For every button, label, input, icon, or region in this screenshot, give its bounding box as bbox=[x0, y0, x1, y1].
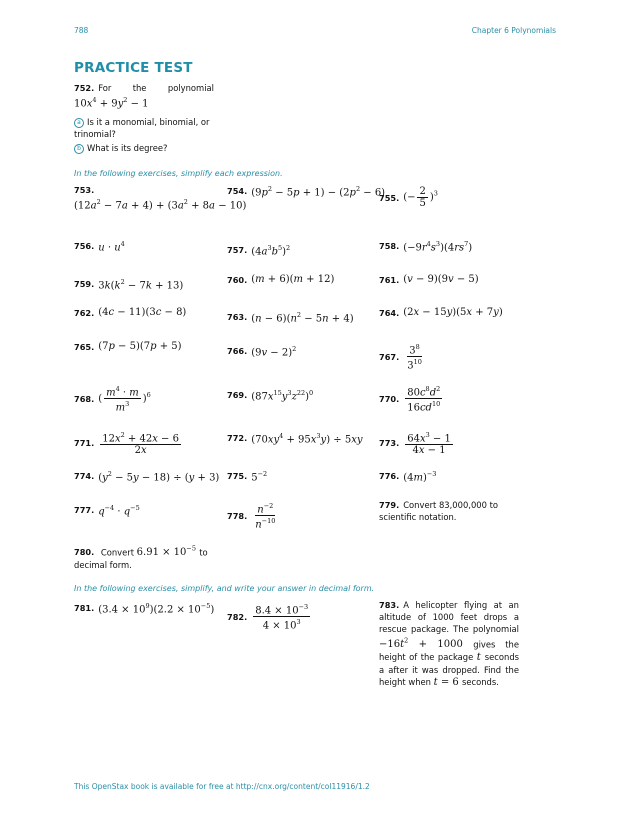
label-778: 778. bbox=[227, 510, 248, 521]
text-780-b: to decimal form. bbox=[74, 547, 208, 571]
label-771: 771. bbox=[74, 438, 95, 449]
exercise-769: 769. $(87x^{15}y^3z^{22})^0$ bbox=[227, 389, 314, 403]
exercise-752 bbox=[74, 82, 214, 154]
label-779: 779. bbox=[379, 500, 400, 510]
label-781: 781. bbox=[74, 603, 95, 614]
label-770: 770. bbox=[379, 393, 400, 404]
exercise-761: 761. (v − 9)(9v − 5) bbox=[379, 274, 479, 285]
text-783-b: gives the height of the package bbox=[379, 639, 519, 663]
label-762: 762. bbox=[74, 308, 95, 318]
text-752: For the polynomial bbox=[98, 83, 214, 93]
exercise-760: 760. (m + 6)(m + 12) bbox=[227, 274, 335, 285]
exercise-757: 757. $(4a^3b^5)^2$ bbox=[227, 244, 291, 258]
label-764: 764. bbox=[379, 308, 400, 318]
label-780: 780. bbox=[74, 547, 95, 558]
text-780-a: Convert bbox=[100, 547, 134, 558]
text-783-a: A helicopter flying at an altitude of 1000 feet drops a rescue package. The polynomial bbox=[379, 600, 519, 634]
exercise-779 bbox=[379, 499, 519, 523]
exercise-762: 762. (4c − 11)(3c − 8) bbox=[74, 307, 187, 318]
exercise-778: 778. $\frac{n^{-2}}{n^{-10}}$ bbox=[227, 502, 276, 531]
exercise-755: 755. (− $\frac{2}{5}$ )$^3$ bbox=[379, 186, 438, 209]
exercise-767: 767. $\frac{3^8}{3^{10}}$ bbox=[379, 343, 422, 372]
label-754: 754. bbox=[227, 186, 248, 196]
exercise-758: 758. $(-9r^4s^3)(4rs^7)$ bbox=[379, 240, 473, 254]
exercise-764: 764. (2x − 15y)(5x + 7y) bbox=[379, 307, 503, 318]
label-783: 783. bbox=[379, 600, 400, 610]
exercise-780: 780. Convert $6.91 \times 10^{-5}$ to decimal form. bbox=[74, 545, 208, 571]
label-769: 769. bbox=[227, 390, 248, 401]
label-765: 765. bbox=[74, 342, 95, 352]
label-774: 774. bbox=[74, 471, 95, 482]
exercise-770: 770. $\frac{80c^8d^2}{16cd^{10}}$ bbox=[379, 385, 441, 414]
label-761: 761. bbox=[379, 275, 400, 285]
chapter-title: Chapter 6 Polynomials bbox=[471, 26, 556, 35]
exercise-774: 774. $(y^2 - 5y - 18) \div (y + 3)$ bbox=[74, 470, 220, 484]
part-b-marker: b bbox=[74, 144, 84, 154]
label-767: 767. bbox=[379, 351, 400, 362]
exercise-756: 756. $u \cdot u^4$ bbox=[74, 240, 125, 254]
exercise-776: 776. $(4m)^{-3}$ bbox=[379, 470, 437, 484]
label-753: 753. bbox=[74, 185, 95, 195]
label-756: 756. bbox=[74, 241, 95, 252]
exercise-783: 783. A helicopter flying at an altitude of 1000 feet drops a rescue package. The polynomial $-16t^2 + 1000$ gives the height of the package t seconds a after it was dropped. Find the height when t = 6 seconds. bbox=[379, 600, 519, 689]
label-755: 755. bbox=[379, 192, 400, 203]
label-759: 759. bbox=[74, 279, 95, 290]
label-772: 772. bbox=[227, 433, 248, 444]
text-783-c: seconds a after it was dropped. Find the height when bbox=[379, 652, 519, 688]
exercise-765: 765. (7p − 5)(7p + 5) bbox=[74, 341, 182, 352]
label-760: 760. bbox=[227, 275, 248, 285]
label-768: 768. bbox=[74, 393, 95, 404]
exercise-759: 759. $3k(k^2 - 7k + 13)$ bbox=[74, 278, 184, 292]
footer-text: This OpenStax book is available for free at http://cnx.org/content/col11916/1.2 bbox=[74, 782, 370, 791]
label-752: 752. bbox=[74, 83, 95, 93]
label-766: 766. bbox=[227, 346, 248, 357]
exercise-782: 782. $\frac{8.4 \times 10^{-3}}{4 \times 10^3}$ bbox=[227, 603, 309, 632]
instruction-1: In the following exercises, simplify each expression. bbox=[74, 169, 283, 178]
exercise-777: 777. $q^{-4} \cdot q^{-5}$ bbox=[74, 504, 140, 518]
exercise-766: 766. $(9v - 2)^2$ bbox=[227, 345, 297, 359]
text-779: Convert 83,000,000 to scientific notation. bbox=[379, 500, 499, 522]
exercise-763: 763. $(n - 6)(n^2 - 5n + 4)$ bbox=[227, 311, 354, 325]
exercise-771: 771. $\frac{12x^2 + 42x - 6}{2x}$ bbox=[74, 431, 179, 457]
polynomial-752: $10x^4 + 9y^2 - 1$ bbox=[74, 96, 149, 110]
exercise-753: 753. $(12a^2 - 7a + 4) + (3a^2 + 8a - 10)$ bbox=[74, 185, 247, 212]
label-777: 777. bbox=[74, 505, 95, 516]
exercise-781: 781. $(3.4 \times 10^9)(2.2 \times 10^{-5})$ bbox=[74, 602, 215, 616]
label-773: 773. bbox=[379, 438, 400, 449]
label-763: 763. bbox=[227, 312, 248, 323]
exercise-768: 768. ( $\frac{m^4 \cdot m}{m^3}$ )$^6$ bbox=[74, 385, 151, 414]
label-758: 758. bbox=[379, 241, 400, 252]
exercise-775: 775. $5^{-2}$ bbox=[227, 470, 268, 484]
instruction-2: In the following exercises, simplify, and write your answer in decimal form. bbox=[74, 584, 375, 593]
label-775: 775. bbox=[227, 471, 248, 482]
section-title: PRACTICE TEST bbox=[74, 60, 193, 76]
label-782: 782. bbox=[227, 611, 248, 622]
label-776: 776. bbox=[379, 471, 400, 482]
part-b-text: What is its degree? bbox=[87, 143, 168, 154]
text-783-d: seconds. bbox=[461, 677, 499, 688]
exercise-754: 754. $(9p^2 - 5p + 1) - (2p^2 - 6)$ bbox=[227, 184, 386, 199]
part-a-text: Is it a monomial, binomial, or trinomial? bbox=[74, 117, 210, 140]
exercise-772: 772. $(70xy^4 + 95x^3y) \div 5xy$ bbox=[227, 432, 363, 446]
part-a-marker: a bbox=[74, 118, 84, 128]
exercise-773: 773. $\frac{64x^3 - 1}{4x - 1}$ bbox=[379, 431, 451, 457]
label-757: 757. bbox=[227, 245, 248, 256]
page-number: 788 bbox=[74, 26, 89, 35]
